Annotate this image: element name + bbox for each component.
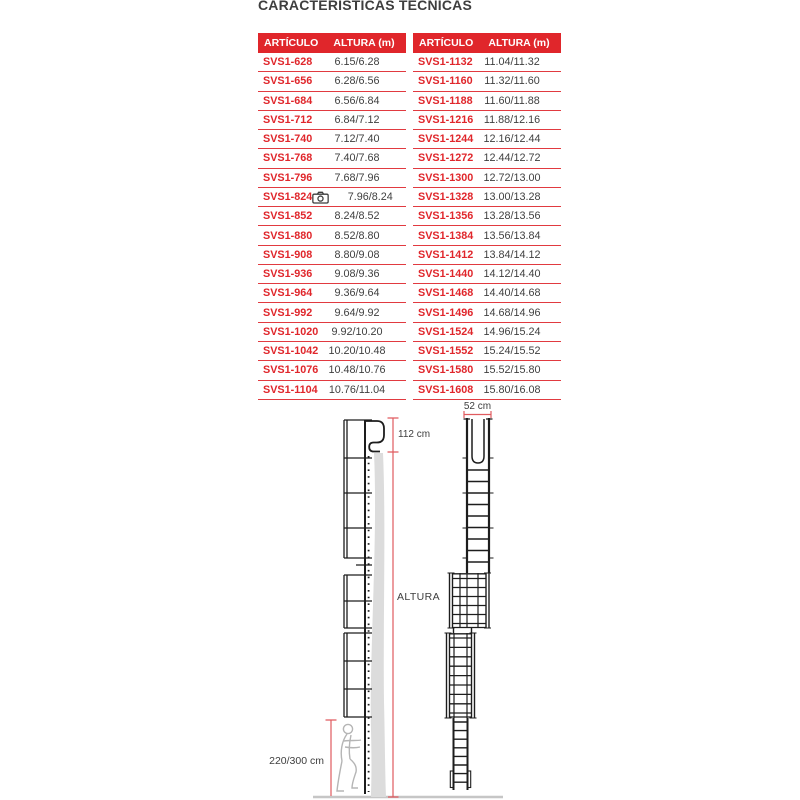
base-dimension-line — [326, 720, 337, 796]
altura-cell: 14.40/14.68 — [483, 287, 541, 300]
article-cell: SVS1-1272 — [418, 152, 474, 165]
altura-cell: 14.68/14.96 — [483, 306, 541, 319]
altura-cell: 8.24/8.52 — [334, 210, 380, 223]
article-cell: SVS1-1440 — [418, 268, 474, 281]
article-cell: SVS1-880 — [263, 229, 313, 242]
table-row — [258, 226, 406, 245]
altura-cell: 11.88/12.16 — [483, 113, 541, 126]
article-cell: SVS1-1580 — [418, 364, 474, 377]
altura-cell: 9.08/9.36 — [334, 268, 380, 281]
table-row — [258, 342, 406, 361]
article-cell: SVS1-824 — [263, 190, 313, 203]
page-title: CARACTERISTICAS TECNICAS — [258, 0, 473, 13]
altura-cell: 7.40/7.68 — [334, 152, 380, 165]
altura-cell: 13.00/13.28 — [483, 190, 541, 203]
altura-cell: 11.04/11.32 — [484, 56, 540, 69]
article-cell: SVS1-1076 — [263, 364, 319, 377]
table-row — [413, 246, 561, 265]
altura-cell: 8.80/9.08 — [334, 248, 380, 261]
article-cell: SVS1-908 — [263, 248, 313, 261]
article-cell: SVS1-1104 — [263, 383, 318, 396]
altura-cell: 10.20/10.48 — [328, 345, 386, 358]
table-body — [413, 53, 561, 400]
article-cell: SVS1-992 — [263, 306, 313, 319]
table-row — [258, 149, 406, 168]
column-header-altura: ALTURA (m) — [333, 37, 395, 49]
article-cell: SVS1-1524 — [418, 325, 474, 338]
article-cell: SVS1-796 — [263, 171, 313, 184]
table-row — [258, 53, 406, 72]
table-row — [258, 284, 406, 303]
table-row — [258, 92, 406, 111]
altura-cell: 13.84/14.12 — [483, 248, 541, 261]
table-row — [258, 72, 406, 91]
article-cell: SVS1-1412 — [418, 248, 474, 261]
altura-cell: 7.68/7.96 — [334, 171, 380, 184]
altura-cell: 6.56/6.84 — [334, 94, 380, 107]
stagger-section-b — [445, 633, 477, 718]
stagger-section-a — [448, 573, 492, 628]
article-cell: SVS1-1020 — [263, 325, 319, 338]
table-row — [413, 303, 561, 322]
altura-cell: 10.76/11.04 — [328, 383, 386, 396]
altura-cell: 15.80/16.08 — [483, 383, 541, 396]
altura-cell: 7.96/8.24 — [347, 190, 393, 203]
column-header-articulo: ARTÍCULO — [419, 37, 474, 49]
table-header — [258, 33, 406, 53]
article-cell: SVS1-1468 — [418, 287, 474, 300]
article-cell: SVS1-1552 — [418, 345, 474, 358]
wall-shade — [371, 453, 386, 797]
article-cell: SVS1-936 — [263, 268, 313, 281]
article-cell: SVS1-1608 — [418, 383, 474, 396]
altura-cell: 14.12/14.40 — [483, 268, 541, 281]
article-cell: SVS1-1216 — [418, 113, 474, 126]
article-cell: SVS1-1328 — [418, 190, 474, 203]
column-header-articulo: ARTÍCULO — [264, 37, 319, 49]
article-cell: SVS1-1300 — [418, 171, 474, 184]
altura-cell: 12.44/12.72 — [483, 152, 541, 165]
table-row — [413, 169, 561, 188]
altura-cell: 6.28/6.56 — [334, 75, 380, 88]
article-cell: SVS1-628 — [263, 56, 313, 69]
specs-table-left — [258, 33, 406, 400]
article-cell: SVS1-852 — [263, 210, 313, 223]
altura-cell: 6.15/6.28 — [334, 56, 380, 69]
table-row — [258, 265, 406, 284]
article-cell: SVS1-1384 — [418, 229, 474, 242]
altura-cell: 9.36/9.64 — [334, 287, 380, 300]
altura-cell: 10.48/10.76 — [328, 364, 386, 377]
table-row — [258, 188, 406, 207]
table-row — [413, 226, 561, 245]
bottom-ladder — [450, 718, 470, 790]
table-row — [413, 342, 561, 361]
altura-cell: 14.96/15.24 — [483, 325, 541, 338]
table-row — [413, 265, 561, 284]
altura-cell: 15.52/15.80 — [483, 364, 541, 377]
table-row — [413, 284, 561, 303]
width-dim-label: 52 cm — [463, 401, 492, 412]
table-row — [258, 323, 406, 342]
ladder-side-view — [337, 420, 386, 797]
altura-cell: 8.52/8.80 — [334, 229, 380, 242]
ladder-front-view — [445, 418, 494, 790]
person-figure — [337, 724, 361, 791]
altura-cell: 11.60/11.88 — [484, 94, 540, 107]
table-row — [413, 188, 561, 207]
safety-cage — [344, 420, 372, 717]
altura-cell: 15.24/15.52 — [483, 345, 541, 358]
table-row — [413, 207, 561, 226]
article-cell: SVS1-1356 — [418, 210, 474, 223]
article-cell: SVS1-964 — [263, 287, 313, 300]
technical-drawing — [250, 398, 580, 800]
altura-cell: 13.28/13.56 — [483, 210, 541, 223]
table-row — [258, 130, 406, 149]
specs-table-right — [413, 33, 561, 400]
table-row — [413, 111, 561, 130]
table-row — [413, 53, 561, 72]
altura-label: ALTURA — [397, 591, 441, 603]
article-cell: SVS1-1042 — [263, 345, 319, 358]
altura-cell: 9.92/10.20 — [331, 325, 383, 338]
handrail-extension — [472, 419, 484, 463]
table-row — [258, 111, 406, 130]
table-row — [413, 381, 561, 400]
altura-cell: 6.84/7.12 — [334, 113, 380, 126]
table-row — [258, 246, 406, 265]
table-header — [413, 33, 561, 53]
article-cell: SVS1-1132 — [418, 56, 473, 69]
camera-icon[interactable] — [312, 191, 329, 204]
table-row — [258, 303, 406, 322]
width-dimension-line — [464, 411, 491, 418]
column-header-altura: ALTURA (m) — [488, 37, 550, 49]
dim-112-label: 112 cm — [398, 429, 431, 440]
table-row — [413, 323, 561, 342]
altura-cell: 9.64/9.92 — [334, 306, 380, 319]
article-cell: SVS1-768 — [263, 152, 313, 165]
table-row — [413, 130, 561, 149]
rungs-top-section — [467, 470, 489, 562]
altura-cell: 11.32/11.60 — [484, 75, 540, 88]
altura-cell: 12.72/13.00 — [483, 171, 541, 184]
table-row — [258, 381, 406, 400]
table-row — [258, 207, 406, 226]
article-cell: SVS1-684 — [263, 94, 313, 107]
article-cell: SVS1-656 — [263, 75, 313, 88]
exit-hook — [365, 421, 384, 452]
altura-cell: 13.56/13.84 — [483, 229, 541, 242]
base-dim-label: 220/300 cm — [269, 755, 324, 767]
article-cell: SVS1-1244 — [418, 133, 474, 146]
altura-cell: 12.16/12.44 — [483, 133, 541, 146]
table-row — [413, 72, 561, 91]
table-row — [258, 361, 406, 380]
article-cell: SVS1-1188 — [418, 94, 473, 107]
article-cell: SVS1-1160 — [418, 75, 473, 88]
table-row — [413, 149, 561, 168]
table-row — [413, 92, 561, 111]
article-cell: SVS1-740 — [263, 133, 313, 146]
table-row — [258, 169, 406, 188]
table-row — [413, 361, 561, 380]
article-cell: SVS1-712 — [263, 113, 313, 126]
article-cell: SVS1-1496 — [418, 306, 474, 319]
altura-cell: 7.12/7.40 — [334, 133, 380, 146]
table-body — [258, 53, 406, 400]
